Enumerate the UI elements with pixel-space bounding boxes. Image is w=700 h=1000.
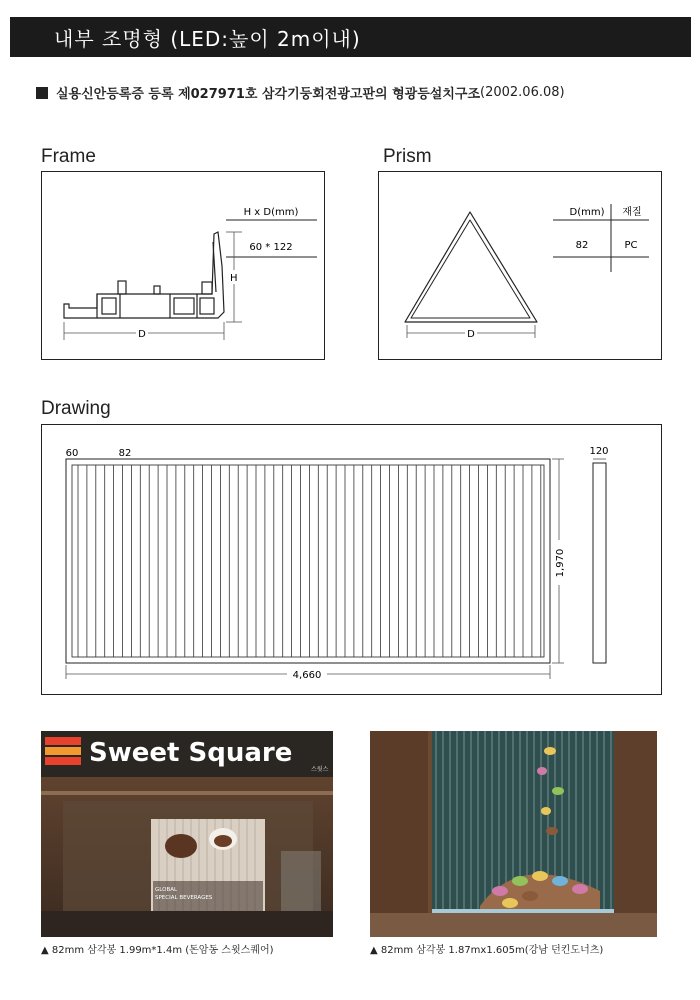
panel-drawing xyxy=(42,425,661,694)
panel-text-1: GLOBAL xyxy=(155,887,178,893)
prism-col1-value: 82 xyxy=(575,240,589,251)
patent-text: 실용신안등록증 등록 제027971호 삼각기둥회전광고판의 형광등설치구조 xyxy=(56,87,481,102)
frame-section-title: Frame xyxy=(41,146,96,167)
drawing-dim-height: 1,970 xyxy=(555,548,566,578)
frame-box xyxy=(41,171,325,360)
photo-left-caption: ▲ 82mm 삼각봉 1.99m*1.4m (돈암동 스윗스퀘어) xyxy=(41,945,274,956)
side-view-rect xyxy=(593,463,606,663)
prism-inner-triangle xyxy=(411,220,530,318)
prism-box xyxy=(378,171,662,360)
drawing-box xyxy=(41,424,662,695)
prism-col1-header: D(mm) xyxy=(569,207,605,218)
frame-profile-drawing xyxy=(42,172,324,359)
prism-rod-lines xyxy=(78,465,541,657)
photo-sweet-square xyxy=(41,731,333,937)
drawing-dim-width: 4,660 xyxy=(292,670,322,681)
sign-text: Sweet Square xyxy=(89,738,293,768)
drawing-dim-prism: 82 xyxy=(118,448,132,459)
prism-section-title: Prism xyxy=(383,146,432,167)
patent-date: (2002.06.08) xyxy=(480,85,565,100)
panel-text-2: SPECIAL BEVERAGES xyxy=(155,895,213,901)
frame-profile-shape xyxy=(64,232,224,318)
photo-right-caption: ▲ 82mm 삼각봉 1.87mx1.605m(강남 던킨도너츠) xyxy=(370,945,604,956)
photo-dunkin xyxy=(370,731,657,937)
prism-col2-value: PC xyxy=(624,240,638,251)
drawing-section-title: Drawing xyxy=(41,398,111,419)
prism-drawing xyxy=(379,172,661,359)
prism-dim-d: D xyxy=(467,329,475,340)
patent-line xyxy=(36,83,565,102)
page-title: 내부 조명형 (LED:높이 2m이내) xyxy=(54,27,361,51)
sign-sub-text: 스윗스 xyxy=(311,766,329,773)
square-bullet-icon xyxy=(36,87,48,99)
drawing-dim-depth: 120 xyxy=(589,446,609,457)
frame-table-value: 60 * 122 xyxy=(249,242,293,253)
frame-dim-h: H xyxy=(230,273,238,284)
frame-dim-d: D xyxy=(138,329,146,340)
drawing-dim-frame: 60 xyxy=(65,448,79,459)
title-bar xyxy=(10,17,691,57)
frame-table-header: H x D(mm) xyxy=(243,207,299,218)
prism-col2-header: 재질 xyxy=(622,207,642,218)
prism-outer-triangle xyxy=(405,212,537,322)
